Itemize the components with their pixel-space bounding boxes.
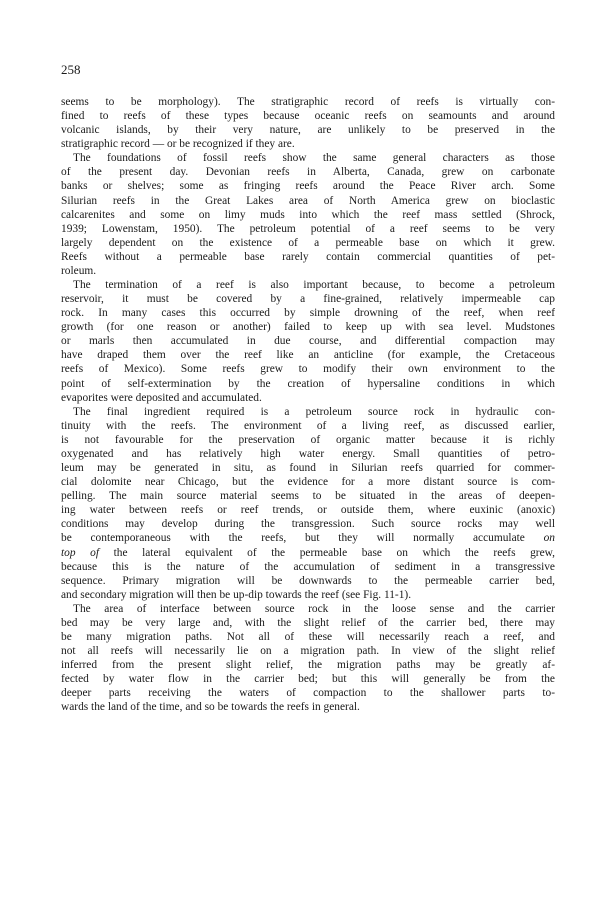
- paragraph-5: [61, 602, 555, 715]
- text-line: cial dolomite near Chicago, but the evidence for a more distant source is com-: [61, 476, 555, 489]
- text-line: Reefs without a permeable base rarely contain commercial quantities of pet-: [61, 250, 555, 263]
- paragraph-1: [61, 95, 555, 151]
- text-line: 1939; Lowenstam, 1950). The petroleum potential of a reef seems to be very: [61, 222, 555, 235]
- text-line: rock. In many cases this occurred by simple drowning of the reef, when reef: [61, 307, 555, 320]
- text-line: The final ingredient required is a petroleum source rock in hydraulic con-: [73, 405, 555, 418]
- text-line: banks or shelves; some as fringing reefs around the Peace River arch. Some: [61, 180, 555, 193]
- text-line: point of self-extermination by the creation of hypersaline conditions in which: [61, 377, 555, 390]
- text-line: sequence. Primary migration will be downwards to the permeable carrier bed,: [61, 574, 555, 587]
- text-line: be contemporaneous with the reefs, but they will normally accumulate on: [61, 532, 555, 545]
- text-line: fected by water flow in the carrier bed; but this will generally be from the: [61, 673, 555, 686]
- text-line: have draped them over the reef like an anticline (for example, the Cretaceous: [61, 349, 555, 362]
- text-line: be many migration paths. Not all of these will necessarily reach a reef, and: [61, 630, 555, 643]
- text-line: volcanic islands, by their very nature, are unlikely to be preserved in the: [61, 124, 555, 137]
- text-line: and secondary migration will then be up-dip towards the reef (see Fig. 11-1).: [61, 588, 412, 601]
- text-line: leum may be generated in situ, as found in Silurian reefs quarried for commer-: [61, 462, 555, 475]
- text-line: because this is the nature of the accumulation of sediment in a transgressive: [61, 560, 555, 573]
- paragraph-2: [61, 151, 555, 278]
- text-line: conditions may develop during the transgression. Such source rocks may well: [61, 518, 555, 531]
- text-line: inferred from the present slight relief, the migration paths may be greatly af-: [61, 659, 555, 672]
- text-line: ing water between reefs or reef trends, or outside them, where euxinic (anoxic): [61, 504, 555, 517]
- body-text: [61, 95, 555, 714]
- text-line: pelling. The main source material seems to be situated in the areas of deepen-: [61, 490, 555, 503]
- text-line: not all reefs will necessarily lie on a migration path. In view of the slight relief: [61, 645, 555, 658]
- text-line: of the present day. Devonian reefs in Alberta, Canada, grew on carbonate: [61, 166, 555, 179]
- text-line: The area of interface between source rock in the loose sense and the carrier: [73, 602, 555, 615]
- text-line: is not favourable for the preservation of organic matter because it is richly: [61, 433, 555, 446]
- text-line: largely dependent on the existence of a permeable base on which it grew.: [61, 236, 555, 249]
- text-line: roleum.: [61, 264, 97, 277]
- text-line: growth (for one reason or another) failed to keep up with sea level. Mudstones: [61, 321, 555, 334]
- text-line: fined to reefs of these types because oceanic reefs on seamounts and around: [61, 110, 555, 123]
- text-line: wards the land of the time, and so be towards the reefs in general.: [61, 701, 360, 714]
- text-line: The termination of a reef is also important because, to become a petroleum: [73, 279, 555, 292]
- text-line: calcarenites and some on limy muds into which the reef mass settled (Shrock,: [61, 208, 555, 221]
- paragraph-3: [61, 278, 555, 405]
- text-line: oxygenated and has relatively high water energy. Small quantities of petro-: [61, 447, 555, 460]
- page-number: 258: [61, 62, 81, 77]
- text-line: evaporites were deposited and accumulated.: [61, 391, 262, 404]
- text-line: stratigraphic record — or be recognized if they are.: [61, 138, 295, 151]
- text-line: seems to be morphology). The stratigraphic record of reefs is virtually con-: [61, 96, 555, 108]
- text-line: bed may be very large and, with the slight relief of the carrier bed, there may: [61, 616, 555, 629]
- text-line: or marls then accumulated in due course, and differential compaction may: [61, 335, 555, 348]
- text-line: deeper parts receiving the waters of compaction to the shallower parts to-: [61, 687, 555, 700]
- text-line: reefs of Mexico). Some reefs grew to modify their own environment to the: [61, 363, 555, 376]
- paragraph-4: [61, 405, 555, 602]
- text-line: The foundations of fossil reefs show the same general characters as those: [73, 152, 555, 165]
- text-line: tinuity with the reefs. The environment of a living reef, as discussed earlier,: [61, 419, 555, 432]
- text-line: reservoir, it must be covered by a fine-grained, relatively impermeable cap: [61, 293, 555, 306]
- text-line: top of the lateral equivalent of the permeable base on which the reefs grew,: [61, 546, 555, 559]
- text-line: Silurian reefs in the Great Lakes area of North America grew on bioclastic: [61, 194, 555, 207]
